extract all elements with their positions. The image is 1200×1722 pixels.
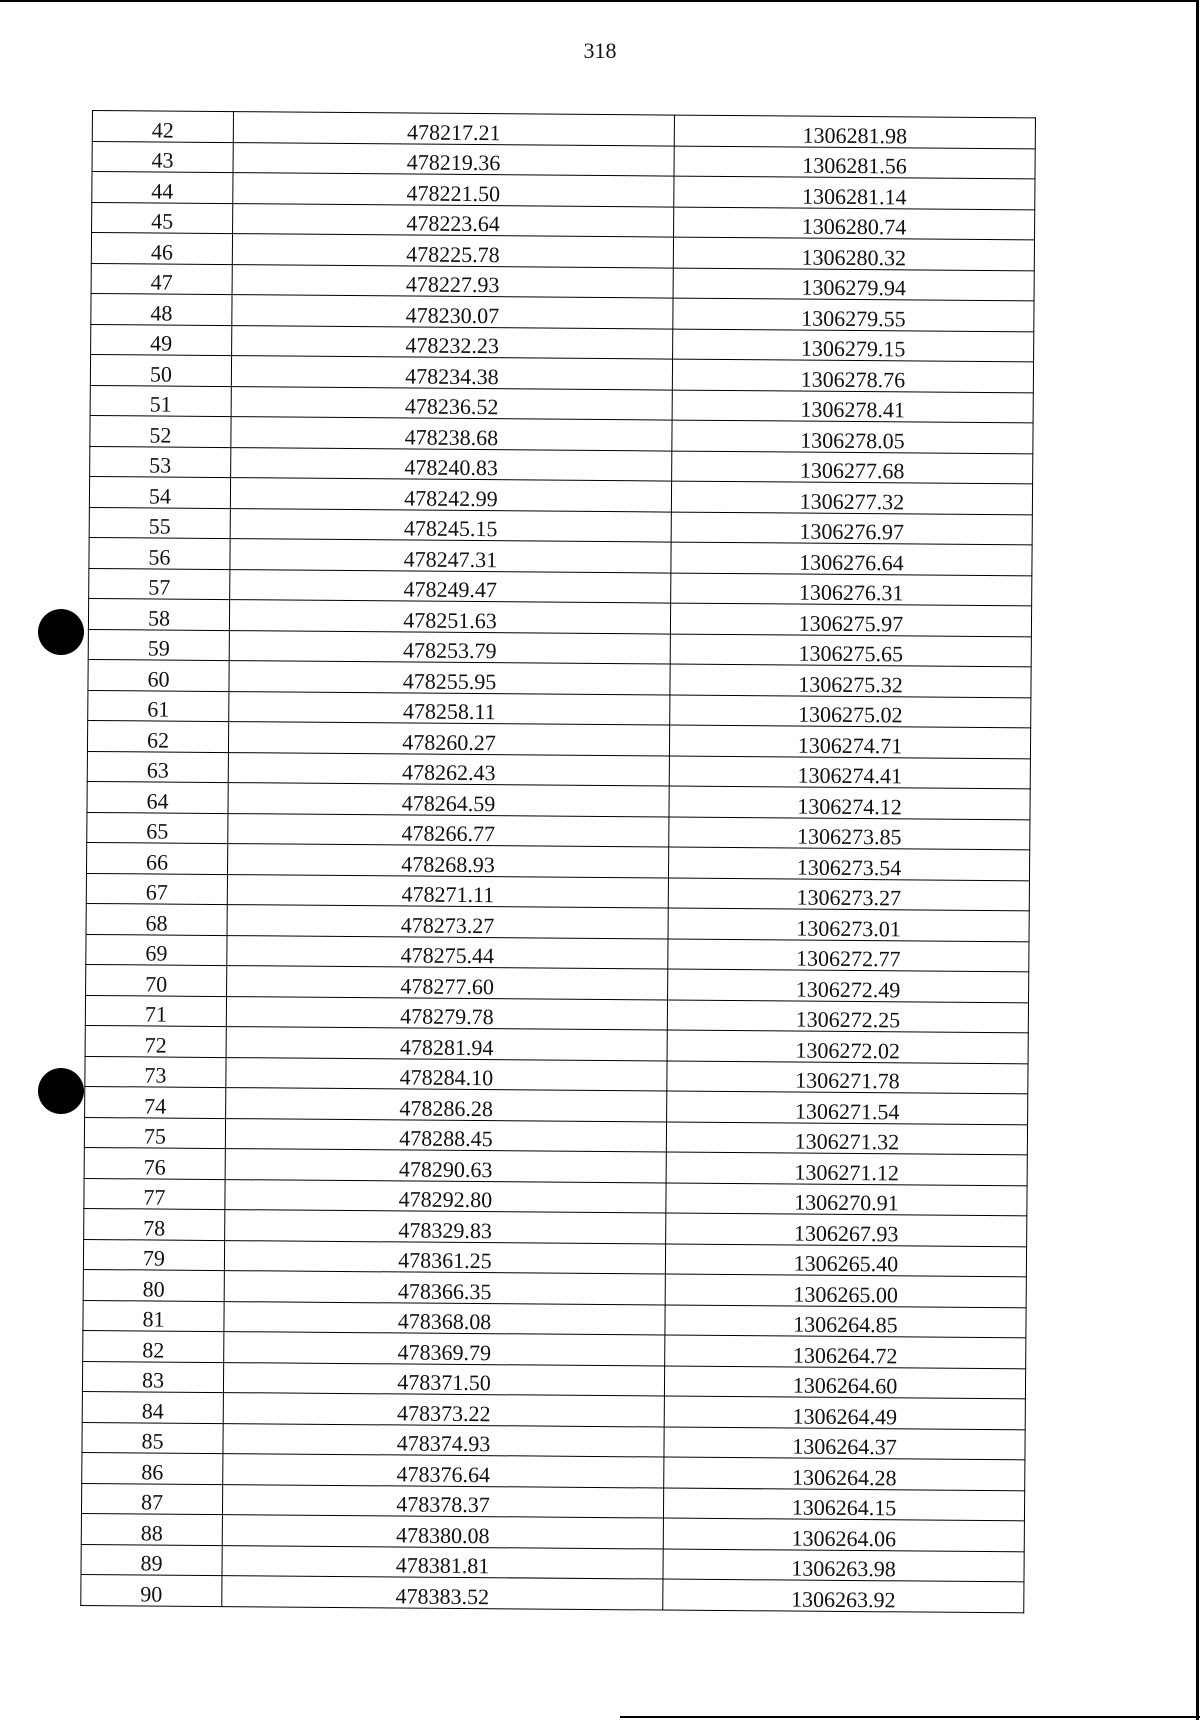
x-coordinate-cell: 478251.63 — [229, 600, 670, 634]
x-coordinate-cell: 478240.83 — [231, 447, 672, 481]
y-coordinate-cell: 1306272.77 — [668, 939, 1029, 972]
y-coordinate-cell: 1306264.28 — [664, 1457, 1025, 1490]
point-number-cell: 66 — [87, 842, 228, 874]
y-coordinate-cell: 1306273.01 — [668, 908, 1029, 941]
point-number-cell: 63 — [87, 751, 228, 783]
y-coordinate-cell: 1306264.60 — [664, 1366, 1025, 1399]
point-number-cell: 79 — [83, 1239, 224, 1271]
point-number-cell: 81 — [83, 1300, 224, 1332]
x-coordinate-cell: 478242.99 — [230, 478, 671, 512]
point-number-cell: 52 — [90, 415, 231, 447]
x-coordinate-cell: 478221.50 — [233, 173, 674, 207]
x-coordinate-cell: 478373.22 — [223, 1393, 664, 1427]
y-coordinate-cell: 1306264.85 — [665, 1305, 1026, 1338]
y-coordinate-cell: 1306276.31 — [671, 573, 1032, 606]
x-coordinate-cell: 478277.60 — [227, 966, 668, 1000]
x-coordinate-cell: 478271.11 — [227, 874, 668, 908]
y-coordinate-cell: 1306263.98 — [663, 1549, 1024, 1582]
point-number-cell: 61 — [88, 690, 229, 722]
coordinates-table-body — [81, 111, 1036, 1613]
y-coordinate-cell: 1306279.94 — [673, 268, 1034, 301]
point-number-cell: 83 — [82, 1361, 223, 1393]
y-coordinate-cell: 1306264.49 — [664, 1396, 1025, 1429]
y-coordinate-cell: 1306275.02 — [670, 695, 1031, 728]
x-coordinate-cell: 478273.27 — [227, 905, 668, 939]
y-coordinate-cell: 1306267.93 — [666, 1213, 1027, 1246]
point-number-cell: 60 — [88, 659, 229, 691]
y-coordinate-cell: 1306275.32 — [670, 664, 1031, 697]
x-coordinate-cell: 478238.68 — [231, 417, 672, 451]
x-coordinate-cell: 478258.11 — [229, 691, 670, 725]
point-number-cell: 51 — [90, 385, 231, 417]
page-number: 318 — [583, 38, 617, 63]
point-number-cell: 76 — [84, 1147, 225, 1179]
x-coordinate-cell: 478225.78 — [232, 234, 673, 268]
y-coordinate-cell: 1306265.00 — [665, 1274, 1026, 1307]
point-number-cell: 87 — [81, 1483, 222, 1515]
point-number-cell: 48 — [91, 293, 232, 325]
point-number-cell: 45 — [92, 202, 233, 234]
y-coordinate-cell: 1306280.32 — [673, 237, 1034, 270]
point-number-cell: 84 — [82, 1391, 223, 1423]
y-coordinate-cell: 1306264.37 — [664, 1427, 1025, 1460]
point-number-cell: 72 — [85, 1025, 226, 1057]
x-coordinate-cell: 478383.52 — [222, 1576, 663, 1610]
point-number-cell: 43 — [92, 141, 233, 173]
y-coordinate-cell: 1306278.76 — [672, 359, 1033, 392]
y-coordinate-cell: 1306271.32 — [666, 1122, 1027, 1155]
y-coordinate-cell: 1306274.71 — [669, 725, 1030, 758]
point-number-cell: 80 — [83, 1269, 224, 1301]
y-coordinate-cell: 1306274.41 — [669, 756, 1030, 789]
y-coordinate-cell: 1306277.68 — [672, 451, 1033, 484]
point-number-cell: 42 — [92, 111, 233, 143]
x-coordinate-cell: 478366.35 — [224, 1271, 665, 1305]
x-coordinate-cell: 478232.23 — [232, 325, 673, 359]
x-coordinate-cell: 478227.93 — [232, 264, 673, 298]
x-coordinate-cell: 478275.44 — [227, 935, 668, 969]
point-number-cell: 65 — [87, 812, 228, 844]
x-coordinate-cell: 478284.10 — [226, 1057, 667, 1091]
y-coordinate-cell: 1306264.15 — [663, 1488, 1024, 1521]
y-coordinate-cell: 1306279.55 — [673, 298, 1034, 331]
point-number-cell: 68 — [86, 903, 227, 935]
point-number-cell: 44 — [92, 172, 233, 204]
point-number-cell: 74 — [85, 1086, 226, 1118]
x-coordinate-cell: 478376.64 — [223, 1454, 664, 1488]
y-coordinate-cell: 1306276.97 — [671, 512, 1032, 545]
point-number-cell: 64 — [87, 781, 228, 813]
point-number-cell: 78 — [84, 1208, 225, 1240]
point-number-cell: 54 — [89, 476, 230, 508]
y-coordinate-cell: 1306275.65 — [670, 634, 1031, 667]
x-coordinate-cell: 478371.50 — [223, 1362, 664, 1396]
point-number-cell: 62 — [87, 720, 228, 752]
y-coordinate-cell: 1306281.14 — [674, 176, 1035, 209]
y-coordinate-cell: 1306272.02 — [667, 1030, 1028, 1063]
point-number-cell: 57 — [89, 568, 230, 600]
y-coordinate-cell: 1306278.05 — [672, 420, 1033, 453]
y-coordinate-cell: 1306272.25 — [667, 1000, 1028, 1033]
y-coordinate-cell: 1306273.27 — [668, 878, 1029, 911]
point-number-cell: 82 — [83, 1330, 224, 1362]
y-coordinate-cell: 1306271.78 — [667, 1061, 1028, 1094]
x-coordinate-cell: 478219.36 — [233, 142, 674, 176]
x-coordinate-cell: 478249.47 — [230, 569, 671, 603]
punch-hole-icon — [38, 1068, 84, 1114]
bottom-edge-line — [620, 1716, 1200, 1718]
y-coordinate-cell: 1306276.64 — [671, 542, 1032, 575]
point-number-cell: 56 — [89, 537, 230, 569]
x-coordinate-cell: 478260.27 — [228, 722, 669, 756]
x-coordinate-cell: 478264.59 — [228, 783, 669, 817]
x-coordinate-cell: 478290.63 — [225, 1149, 666, 1183]
point-number-cell: 86 — [82, 1452, 223, 1484]
y-coordinate-cell: 1306274.12 — [669, 786, 1030, 819]
x-coordinate-cell: 478361.25 — [224, 1240, 665, 1274]
point-number-cell: 75 — [84, 1117, 225, 1149]
y-coordinate-cell: 1306281.56 — [674, 146, 1035, 179]
x-coordinate-cell: 478286.28 — [226, 1088, 667, 1122]
point-number-cell: 49 — [91, 324, 232, 356]
x-coordinate-cell: 478262.43 — [228, 752, 669, 786]
point-number-cell: 88 — [81, 1513, 222, 1545]
point-number-cell: 70 — [86, 964, 227, 996]
y-coordinate-cell: 1306264.06 — [663, 1518, 1024, 1551]
x-coordinate-cell: 478378.37 — [222, 1484, 663, 1518]
x-coordinate-cell: 478374.93 — [223, 1423, 664, 1457]
y-coordinate-cell: 1306271.12 — [666, 1152, 1027, 1185]
y-coordinate-cell: 1306275.97 — [670, 603, 1031, 636]
punch-hole-icon — [38, 609, 84, 655]
x-coordinate-cell: 478288.45 — [225, 1118, 666, 1152]
y-coordinate-cell: 1306265.40 — [665, 1244, 1026, 1277]
point-number-cell: 55 — [89, 507, 230, 539]
y-coordinate-cell: 1306278.41 — [672, 390, 1033, 423]
point-number-cell: 90 — [81, 1574, 222, 1606]
x-coordinate-cell: 478247.31 — [230, 539, 671, 573]
x-coordinate-cell: 478234.38 — [231, 356, 672, 390]
point-number-cell: 69 — [86, 934, 227, 966]
y-coordinate-cell: 1306263.92 — [663, 1579, 1024, 1613]
y-coordinate-cell: 1306279.15 — [673, 329, 1034, 362]
x-coordinate-cell: 478236.52 — [231, 386, 672, 420]
y-coordinate-cell: 1306277.32 — [671, 481, 1032, 514]
x-coordinate-cell: 478292.80 — [225, 1179, 666, 1213]
x-coordinate-cell: 478368.08 — [224, 1301, 665, 1335]
x-coordinate-cell: 478279.78 — [226, 996, 667, 1030]
x-coordinate-cell: 478230.07 — [232, 295, 673, 329]
y-coordinate-cell: 1306273.85 — [669, 817, 1030, 850]
x-coordinate-cell: 478268.93 — [228, 844, 669, 878]
point-number-cell: 47 — [91, 263, 232, 295]
point-number-cell: 59 — [88, 629, 229, 661]
point-number-cell: 53 — [90, 446, 231, 478]
x-coordinate-cell: 478253.79 — [229, 630, 670, 664]
x-coordinate-cell: 478380.08 — [222, 1515, 663, 1549]
x-coordinate-cell: 478281.94 — [226, 1027, 667, 1061]
point-number-cell: 73 — [85, 1056, 226, 1088]
y-coordinate-cell: 1306281.98 — [674, 115, 1035, 148]
point-number-cell: 58 — [88, 598, 229, 630]
y-coordinate-cell: 1306271.54 — [667, 1091, 1028, 1124]
point-number-cell: 46 — [91, 233, 232, 265]
x-coordinate-cell: 478245.15 — [230, 508, 671, 542]
point-number-cell: 67 — [86, 873, 227, 905]
point-number-cell: 77 — [84, 1178, 225, 1210]
point-number-cell: 50 — [90, 354, 231, 386]
coordinates-table — [80, 110, 1036, 1613]
x-coordinate-cell: 478255.95 — [229, 661, 670, 695]
x-coordinate-cell: 478217.21 — [233, 112, 674, 146]
y-coordinate-cell: 1306280.74 — [674, 207, 1035, 240]
x-coordinate-cell: 478223.64 — [233, 203, 674, 237]
x-coordinate-cell: 478381.81 — [222, 1545, 663, 1579]
x-coordinate-cell: 478369.79 — [224, 1332, 665, 1366]
x-coordinate-cell: 478266.77 — [228, 813, 669, 847]
y-coordinate-cell: 1306273.54 — [668, 847, 1029, 880]
point-number-cell: 89 — [81, 1544, 222, 1576]
point-number-cell: 71 — [85, 995, 226, 1027]
x-coordinate-cell: 478329.83 — [225, 1210, 666, 1244]
y-coordinate-cell: 1306272.49 — [668, 969, 1029, 1002]
y-coordinate-cell: 1306270.91 — [666, 1183, 1027, 1216]
y-coordinate-cell: 1306264.72 — [665, 1335, 1026, 1368]
point-number-cell: 85 — [82, 1422, 223, 1454]
